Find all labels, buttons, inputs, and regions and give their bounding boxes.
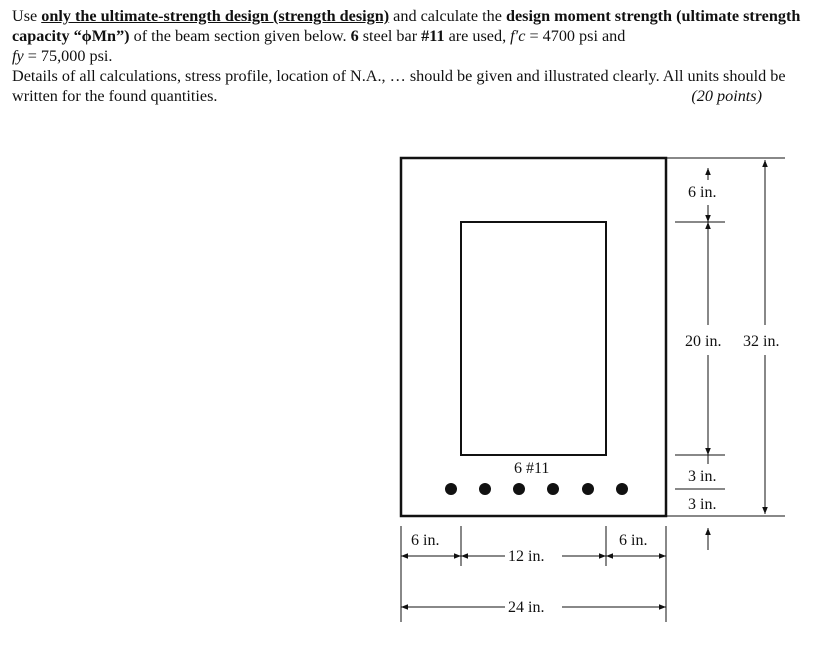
mid-text: and calculate the	[389, 7, 506, 25]
fc-label: f′c	[510, 27, 526, 45]
dim-width-label: 24 in.	[508, 599, 545, 616]
rebar-4	[547, 483, 559, 495]
fy-value: = 75,000 psi.	[23, 47, 113, 65]
dim-center-label: 12 in.	[508, 548, 545, 565]
dim-void-label: 20 in.	[685, 333, 722, 350]
fc-value: = 4700 psi and	[525, 27, 626, 45]
mid-text-3: are used,	[444, 27, 511, 45]
rebar-3	[513, 483, 525, 495]
dim-total-label: 32 in.	[743, 333, 780, 350]
emphasis-text: only the ultimate-strength design (strength design)	[41, 7, 390, 25]
bars-text: steel bar	[358, 27, 422, 45]
dim-bar-top-label: 3 in.	[688, 468, 717, 485]
dim-left-label: 6 in.	[411, 532, 440, 549]
bars-count: 6	[350, 27, 359, 45]
points-label: (20 points)	[691, 87, 762, 105]
beam-hollow	[461, 222, 606, 455]
design-moment-text: design moment strength (ultimate strength capacity “ϕMn”)	[12, 7, 801, 45]
dim-right-label: 6 in.	[619, 532, 648, 549]
intro-text: Use	[12, 7, 42, 25]
dim-bar-bottom-label: 3 in.	[688, 496, 717, 513]
fy-label: fy	[12, 47, 24, 65]
rebar-2	[479, 483, 491, 495]
bar-size: #11	[421, 27, 445, 45]
dim-top-label: 6 in.	[688, 184, 717, 201]
rebar-1	[445, 483, 457, 495]
rebar-row	[445, 483, 628, 495]
rebar-6	[616, 483, 628, 495]
mid-text-2: of the beam section given below.	[129, 27, 351, 45]
rebar-5	[582, 483, 594, 495]
details-text: Details of all calculations, stress profile, location of N.A., … should be given and illustrated clearly. All units should be written for the found quantities.	[12, 67, 786, 105]
bars-label: 6 #11	[514, 460, 550, 477]
